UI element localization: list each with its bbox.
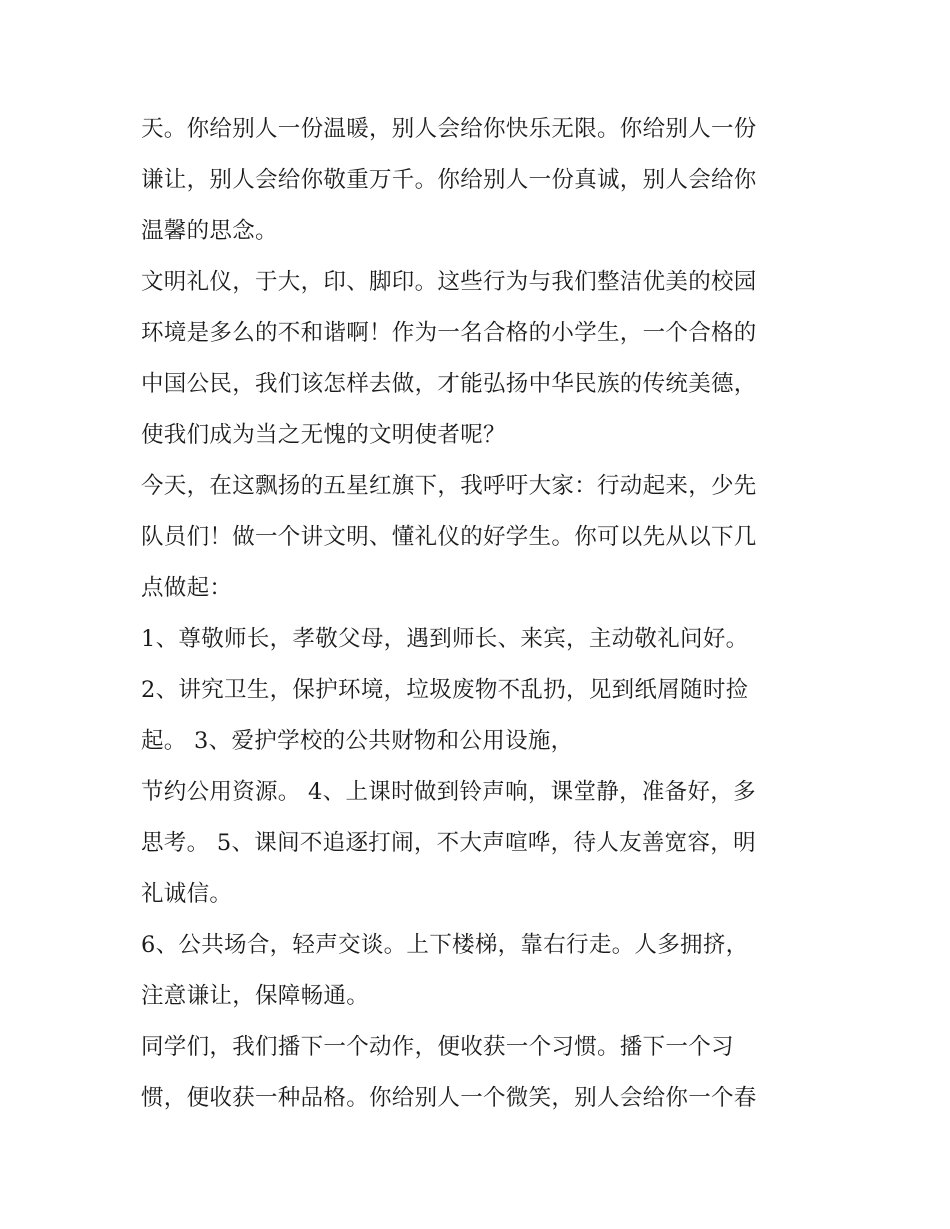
text-line: 同学们，我们播下一个动作，便收获一个习惯。播下一个习: [141, 1034, 734, 1060]
paragraph-etiquette: [141, 257, 813, 461]
text-line: 6、公共场合，轻声交谈。上下楼梯，靠右行走。人多拥挤，: [141, 932, 749, 958]
text-line: 中国公民，我们该怎样去做，才能弘扬中华民族的传统美德，: [141, 371, 757, 397]
text-line: 注意谦让，保障畅通。: [141, 983, 370, 1009]
list-item-2-3: [141, 665, 813, 767]
text-line: 环境是多么的不和谐啊！作为一名合格的小学生，一个合格的: [141, 320, 757, 346]
list-item-6: [141, 920, 813, 1022]
text-line: 谦让，别人会给你敬重万千。你给别人一份真诚，别人会给你: [141, 167, 757, 193]
text-line: 起。 3、爱护学校的公共财物和公用设施，: [141, 728, 574, 754]
text-line: 使我们成为当之无愧的文明使者呢？: [141, 422, 506, 448]
document-body: [141, 104, 813, 1124]
text-line: 礼诚信。: [141, 881, 233, 907]
text-line: 天。你给别人一份温暖，别人会给你快乐无限。你给别人一份: [141, 116, 757, 142]
text-line: 1、尊敬师长，孝敬父母，遇到师长、来宾，主动敬礼问好。: [141, 626, 749, 652]
text-line: 2、讲究卫生，保护环境，垃圾废物不乱扔，见到纸屑随时捡: [141, 677, 749, 703]
text-line: 点做起：: [141, 575, 233, 601]
list-item-4-5: [141, 767, 813, 920]
text-line: 文明礼仪，于大，印、脚印。这些行为与我们整洁优美的校园: [141, 269, 757, 295]
paragraph-closing: [141, 1022, 813, 1124]
paragraph-warmth: [141, 104, 813, 257]
text-line: 节约公用资源。 4、上课时做到铃声响，课堂静，准备好，多: [141, 779, 756, 805]
text-line: 队员们！做一个讲文明、懂礼仪的好学生。你可以先从以下几: [141, 524, 757, 550]
text-line: 惯，便收获一种品格。你给别人一个微笑，别人会给你一个春: [141, 1085, 757, 1111]
list-item-1: [141, 614, 813, 665]
text-line: 思考。 5、课间不追逐打闹，不大声喧哗，待人友善宽容，明: [141, 830, 756, 856]
text-line: 今天，在这飘扬的五星红旗下，我呼吁大家：行动起来，少先: [141, 473, 757, 499]
text-line: 温馨的思念。: [141, 218, 278, 244]
paragraph-call-to-action: [141, 461, 813, 614]
